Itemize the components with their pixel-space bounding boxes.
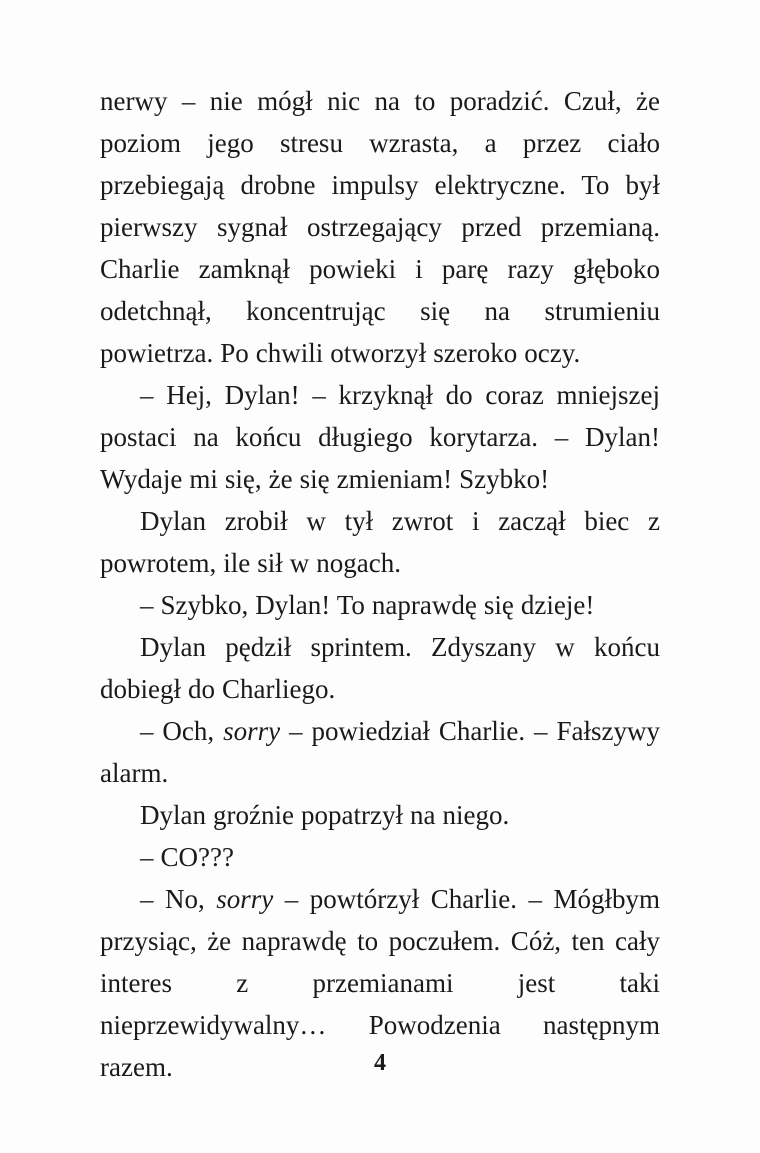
paragraph-dialogue-szybko-dylan: – Szybko, Dylan! To naprawdę się dzieje! [140, 590, 595, 620]
paragraph-dylan-groznie: Dylan groźnie popatrzył na niego. [140, 800, 510, 830]
italic-text: sorry [216, 884, 274, 914]
paragraph-dialogue-co: – CO??? [140, 842, 234, 872]
paragraph-dylan-pedzil: Dylan pędził sprintem. Zdyszany w końcu dobiegł do Charliego. [100, 632, 660, 704]
paragraph-dialogue-no-sorry: – No, sorry – powtórzył Charlie. – Mógłbym przysiąc, że naprawdę to poczułem. Cóż, ten cały interes z przemianami jest taki nieprzewidywalny… Powodzenia następnym razem. [100, 884, 660, 1082]
page-number: 4 [374, 1050, 386, 1076]
paragraph-dialogue-hej-dylan: – Hej, Dylan! – krzyknął do coraz mniejszej postaci na końcu długiego korytarza. – Dylan! Wydaje mi się, że się zmieniam! Szybko! [100, 380, 660, 494]
page-text-block [100, 80, 660, 1088]
paragraph-dylan-zrobil: Dylan zrobił w tył zwrot i zaczął biec z powrotem, ile sił w nogach. [100, 506, 660, 578]
paragraph-continuation: nerwy – nie mógł nic na to poradzić. Czuł, że poziom jego stresu wzrasta, a przez ciało przebiegają drobne impulsy elektryczne. To był pierwszy sygnał ostrzegający przed przemianą. Charlie zamknął powieki i parę razy głęboko odetchnął, koncentrując się na strumieniu powietrza. Po chwili otworzył szeroko oczy. [100, 86, 660, 368]
paragraph-dialogue-och-sorry: – Och, sorry – powiedział Charlie. – Fałszywy alarm. [100, 716, 660, 788]
italic-text: sorry [223, 716, 281, 746]
